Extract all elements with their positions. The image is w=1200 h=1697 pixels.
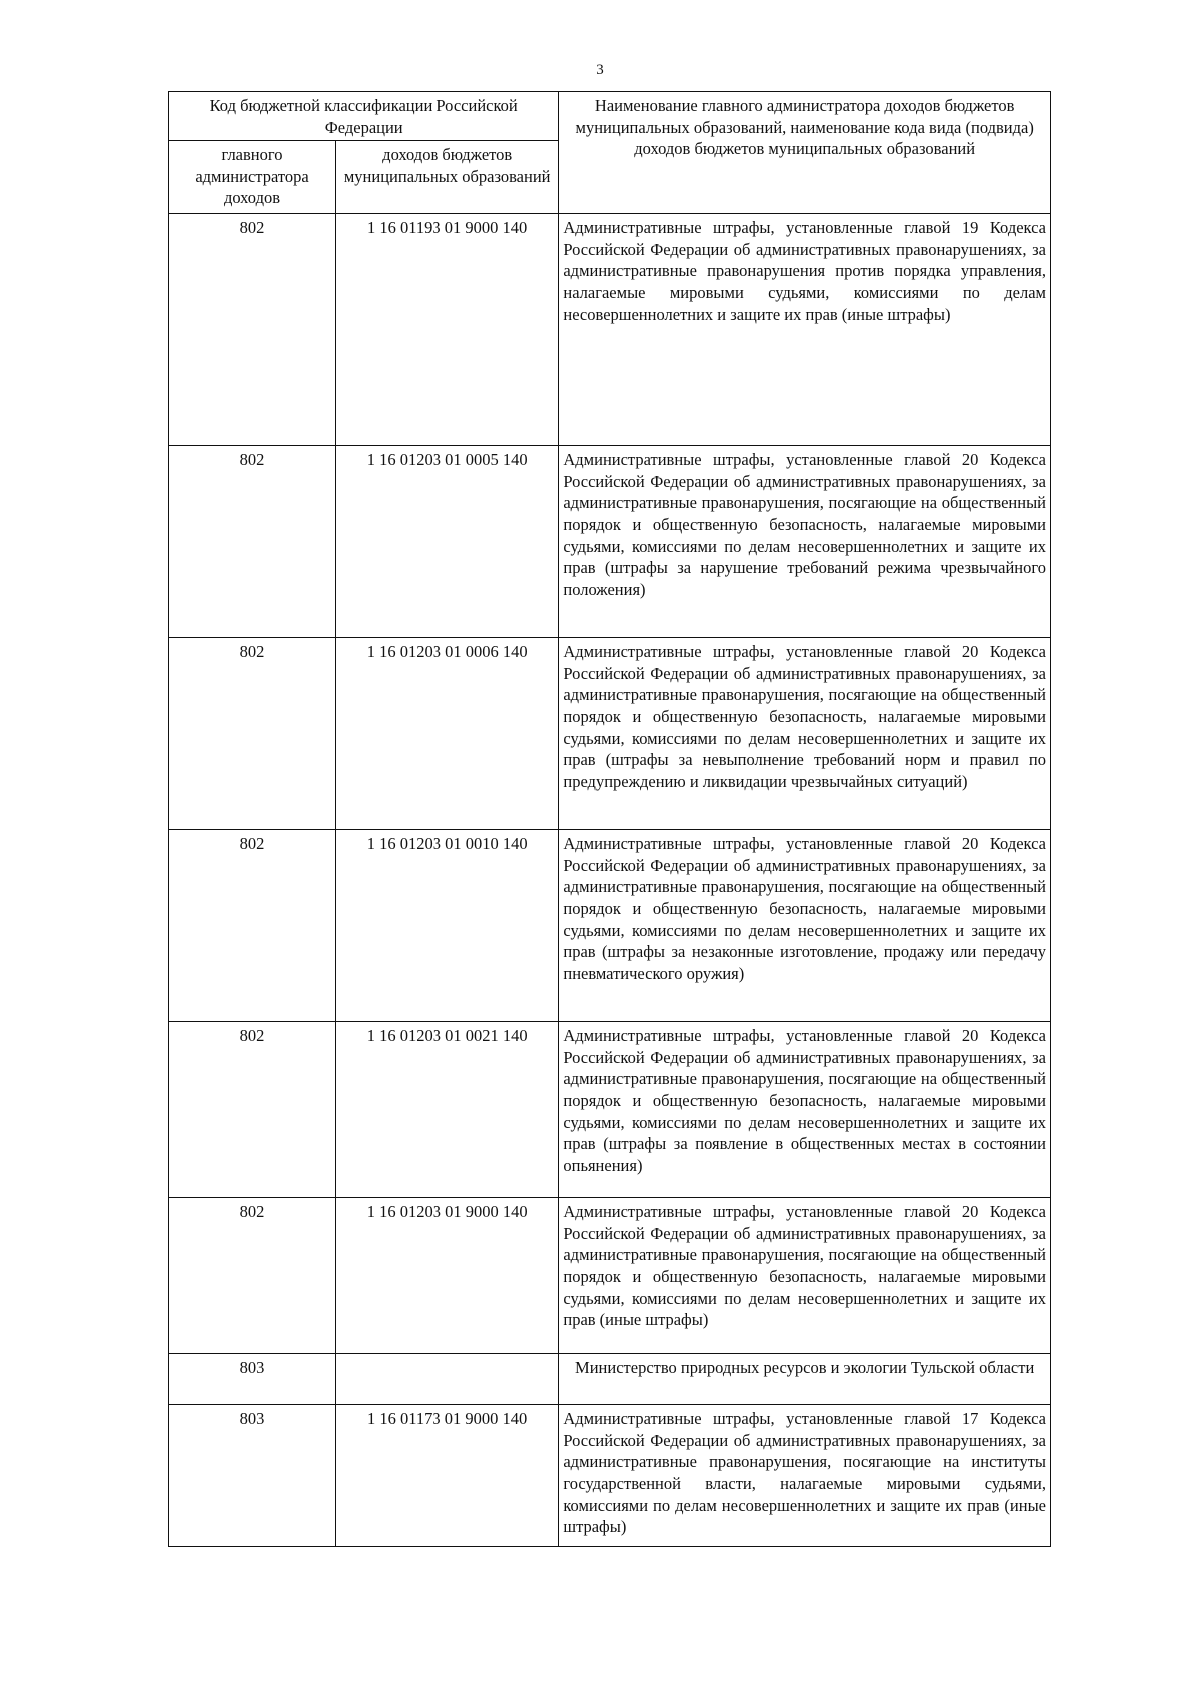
revenue-code-cell: 1 16 01173 01 9000 140 xyxy=(336,1405,559,1547)
table-row xyxy=(169,214,1051,446)
description-cell: Административные штрафы, установленные главой 20 Кодекса Российской Федерации об административных правонарушениях, за административные правонарушения, посягающие на общественный порядок и общественную безопасность, налагаемые мировыми судьями, комиссиями по делам несовершеннолетних и защите их прав (штрафы за незаконные изготовление, продажу или передачу пневматического оружия) xyxy=(559,830,1051,1022)
table-row xyxy=(169,830,1051,1022)
table-header-row xyxy=(169,92,1051,141)
admin-code-cell: 802 xyxy=(169,214,336,446)
description-cell: Административные штрафы, установленные главой 20 Кодекса Российской Федерации об административных правонарушениях, за административные правонарушения, посягающие на общественный порядок и общественную безопасность, налагаемые мировыми судьями, комиссиями по делам несовершеннолетних и защите их прав (иные штрафы) xyxy=(559,1198,1051,1354)
revenue-code-cell: 1 16 01203 01 0005 140 xyxy=(336,446,559,638)
admin-code-cell: 802 xyxy=(169,1198,336,1354)
table-row xyxy=(169,638,1051,830)
revenue-code-cell: 1 16 01193 01 9000 140 xyxy=(336,214,559,446)
table-row xyxy=(169,446,1051,638)
admin-code-cell: 802 xyxy=(169,638,336,830)
description-cell: Административные штрафы, установленные главой 17 Кодекса Российской Федерации об административных правонарушениях, за административные правонарушения, посягающие на институты государственной власти, налагаемые мировыми судьями, комиссиями по делам несовершеннолетних и защите их прав (иные штрафы) xyxy=(559,1405,1051,1547)
admin-code-cell: 802 xyxy=(169,446,336,638)
header-admin-column: главного администратора доходов xyxy=(169,141,336,214)
budget-classification-table xyxy=(168,91,1051,1547)
table-row xyxy=(169,1354,1051,1405)
header-revenue-column: доходов бюджетов муниципальных образований xyxy=(336,141,559,214)
table-row xyxy=(169,1022,1051,1198)
description-cell: Административные штрафы, установленные главой 20 Кодекса Российской Федерации об административных правонарушениях, за административные правонарушения, посягающие на общественный порядок и общественную безопасность, налагаемые мировыми судьями, комиссиями по делам несовершеннолетних и защите их прав (штрафы за невыполнение требований норм и правил по предупреждению и ликвидации чрезвычайных ситуаций) xyxy=(559,638,1051,830)
admin-code-cell: 803 xyxy=(169,1405,336,1547)
description-cell: Административные штрафы, установленные главой 20 Кодекса Российской Федерации об административных правонарушениях, за административные правонарушения, посягающие на общественный порядок и общественную безопасность, налагаемые мировыми судьями, комиссиями по делам несовершеннолетних и защите их прав (штрафы за нарушение требований режима чрезвычайного положения) xyxy=(559,446,1051,638)
table-row xyxy=(169,1198,1051,1354)
admin-code-cell: 802 xyxy=(169,1022,336,1198)
header-group-title: Код бюджетной классификации Российской Федерации xyxy=(169,92,559,141)
header-name-column: Наименование главного администратора доходов бюджетов муниципальных образований, наименование кода вида (подвида) доходов бюджетов муниципальных образований xyxy=(559,92,1051,214)
revenue-code-cell: 1 16 01203 01 0006 140 xyxy=(336,638,559,830)
page-number: 3 xyxy=(596,62,604,78)
admin-code-cell: 802 xyxy=(169,830,336,1022)
admin-code-cell: 803 xyxy=(169,1354,336,1405)
revenue-code-cell: 1 16 01203 01 0021 140 xyxy=(336,1022,559,1198)
administrator-name-cell: Министерство природных ресурсов и экологии Тульской области xyxy=(559,1354,1051,1405)
description-cell: Административные штрафы, установленные главой 19 Кодекса Российской Федерации об административных правонарушениях, за административные правонарушения против порядка управления, налагаемые мировыми судьями, комиссиями по делам несовершеннолетних и защите их прав (иные штрафы) xyxy=(559,214,1051,446)
revenue-code-cell: 1 16 01203 01 0010 140 xyxy=(336,830,559,1022)
table-row xyxy=(169,1405,1051,1547)
description-cell: Административные штрафы, установленные главой 20 Кодекса Российской Федерации об административных правонарушениях, за административные правонарушения, посягающие на общественный порядок и общественную безопасность, налагаемые мировыми судьями, комиссиями по делам несовершеннолетних и защите их прав (штрафы за появление в общественных местах в состоянии опьянения) xyxy=(559,1022,1051,1198)
revenue-code-cell: 1 16 01203 01 9000 140 xyxy=(336,1198,559,1354)
revenue-code-cell xyxy=(336,1354,559,1405)
